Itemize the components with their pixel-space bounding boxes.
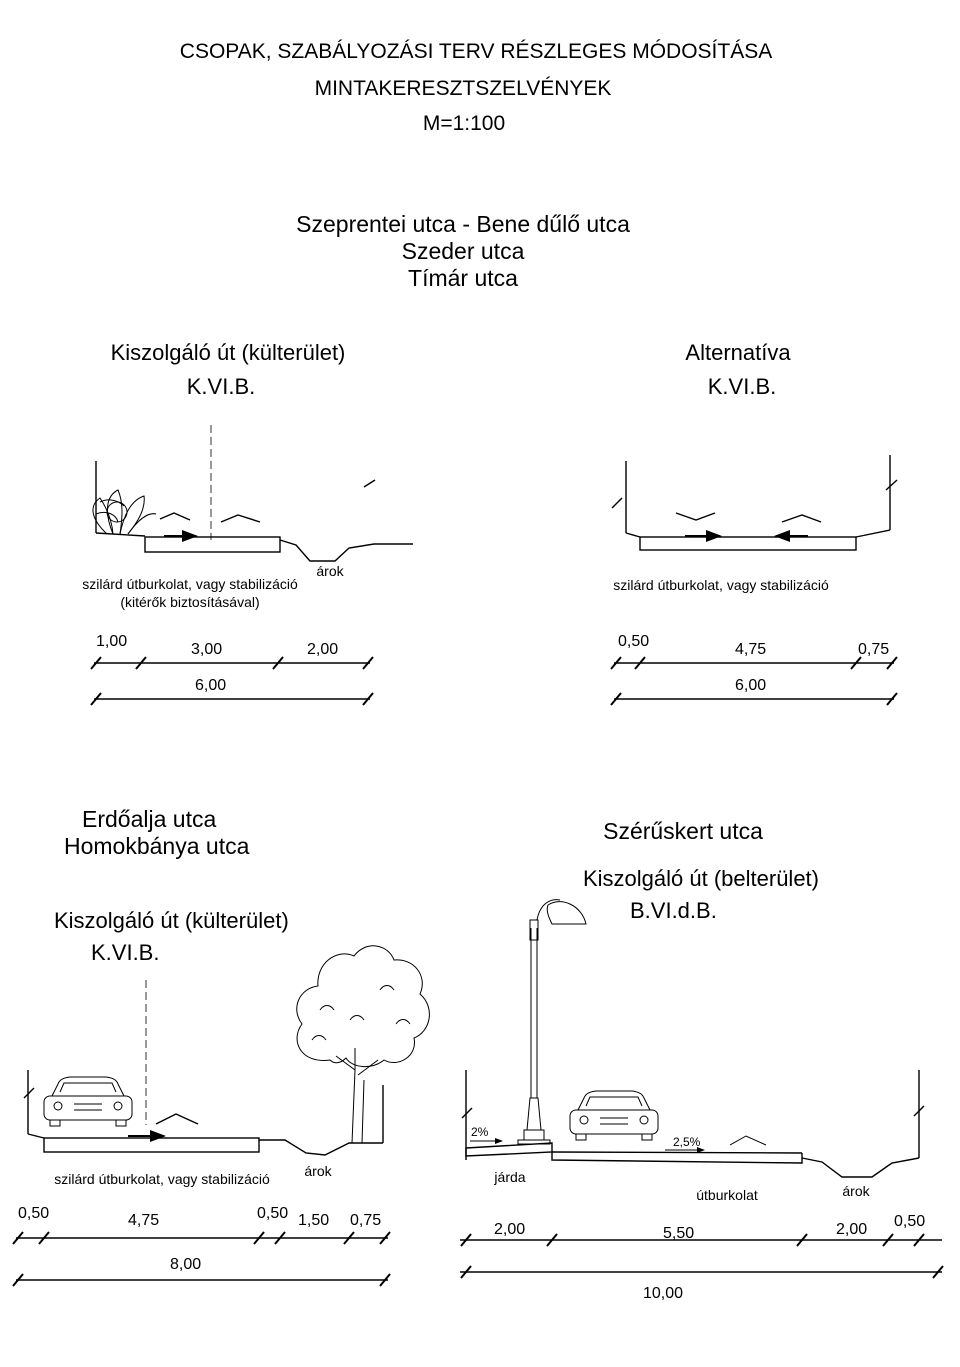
dim-s2-2: 4,75 [128,1212,160,1229]
section1-right-code: K.VI.B. [707,374,777,399]
section1-left-pavement-label: szilárd útburkolat, vagy stabilizáció [82,576,298,592]
section3-dimensions [460,1234,943,1278]
section1-left-profile [93,425,413,561]
drawing-subtitle: MINTAKERESZTSZELVÉNYEK [314,77,612,100]
section1-left-title: Kiszolgáló út (külterület) [110,340,346,365]
dim-s3-total: 10,00 [643,1285,684,1302]
dim-s2-total: 8,00 [170,1256,202,1273]
sidewalk-label: járda [494,1169,526,1185]
dim-s2-5: 0,75 [350,1212,382,1229]
slope-right-label: 2,5% [673,1135,701,1149]
street-name-1: Szeprentei utca - Bene dűlő utca [296,211,630,237]
street-name-3: Tímár utca [408,265,518,291]
section3-profile [462,900,924,1177]
street-name-5: Homokbánya utca [64,833,250,859]
dim-s1r-2: 4,75 [735,641,767,658]
pavement-slab [44,1138,259,1152]
section1-left-ditch-label: árok [316,563,344,579]
car-icon [570,1091,658,1140]
slope-arrow-icon [730,1136,766,1145]
slope-arrow-icon [221,515,260,522]
dim-s2-3: 0,50 [257,1205,289,1222]
dim-s3-3: 2,00 [836,1221,868,1238]
street-name-4: Erdőalja utca [82,806,217,832]
section3-ditch-label: árok [842,1183,870,1199]
ditch-profile [280,540,413,561]
dim-s1l-2: 3,00 [191,641,223,658]
dim-s1r-3: 0,75 [858,641,890,658]
section1-right-profile [612,455,897,550]
slope-arrow-icon [156,1114,198,1124]
road-label: útburkolat [696,1187,758,1203]
street-name-6: Szérűskert utca [603,818,763,844]
slope-left-label: 2% [471,1125,489,1139]
section1-right-title: Alternatíva [685,340,791,365]
section3-code: B.VI.d.B. [630,898,717,923]
shrub-icon [93,490,156,534]
section1-left-dimensions [91,657,373,705]
street-name-2: Szeder utca [401,238,525,264]
pavement-slab [145,537,280,552]
section3-title: Kiszolgáló út (belterület) [582,866,820,891]
section1-left-pavement-note: (kitérők biztosításával) [120,594,260,610]
slope-arrow-icon [782,515,821,522]
dim-s1r-1: 0,50 [618,633,650,650]
tree-icon [297,946,430,1143]
slope-arrow-icon [676,513,715,520]
section2-pavement-label: szilárd útburkolat, vagy stabilizáció [54,1171,270,1187]
section2-profile [24,946,429,1155]
slope-arrow-icon [160,513,190,520]
dim-s1l-total: 6,00 [195,677,227,694]
dim-s1r-total: 6,00 [735,677,767,694]
dim-s3-1: 2,00 [494,1221,526,1238]
dim-s1l-3: 2,00 [307,641,339,658]
dim-s2-1: 0,50 [18,1205,50,1222]
boundary-mark-right [364,480,375,487]
street-lamp-icon [518,900,586,1144]
section2-dimensions [13,1232,390,1286]
section1-right-pavement-label: szilárd útburkolat, vagy stabilizáció [613,577,829,593]
section1-right-dimensions [611,657,897,705]
dim-s2-4: 1,50 [298,1212,330,1229]
dim-s3-2: 5,50 [663,1225,695,1242]
car-icon [44,1077,132,1126]
section2-ditch-label: árok [304,1163,332,1179]
drawing-title: CSOPAK, SZABÁLYOZÁSI TERV RÉSZLEGES MÓDOSÍTÁSA [179,40,773,63]
pavement-slab [640,537,856,550]
drawing-scale: M=1:100 [422,112,506,135]
section2-title: Kiszolgáló út (külterület) [54,908,289,933]
dim-s3-4: 0,50 [894,1213,926,1230]
section2-code: K.VI.B. [91,940,160,965]
section1-left-code: K.VI.B. [186,374,256,399]
dim-s1l-1: 1,00 [96,633,128,650]
